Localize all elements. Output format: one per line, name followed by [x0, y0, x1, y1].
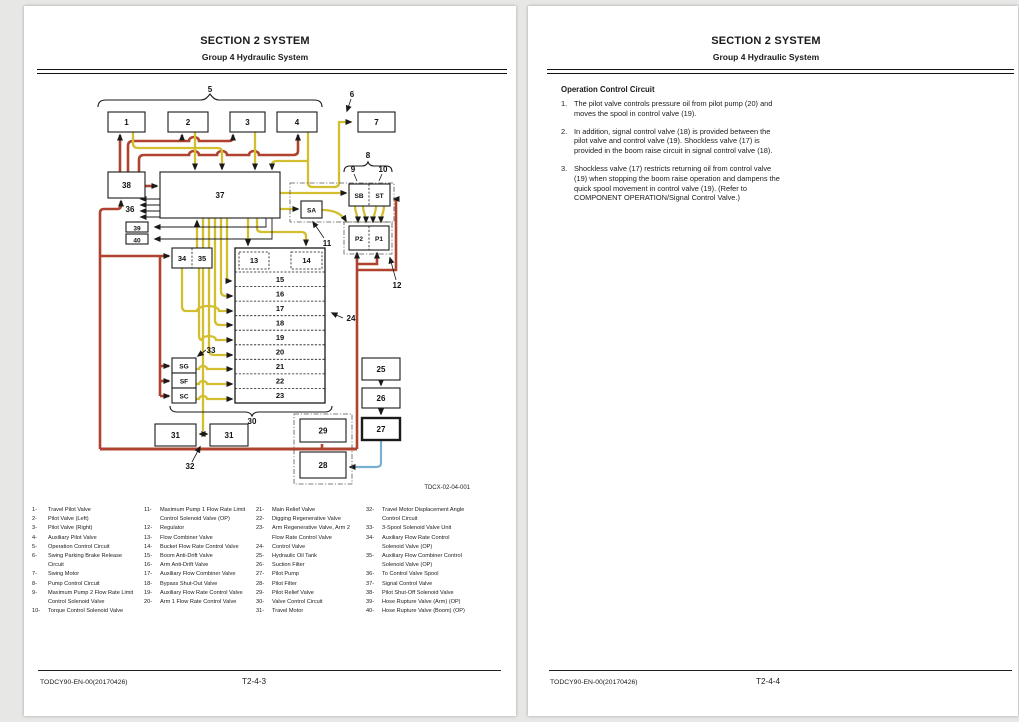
legend-item-text: Pilot Pump: [272, 571, 300, 578]
legend-item: [144, 580, 252, 589]
legend-item-text: Signal Control Valve: [382, 580, 433, 587]
callout-32: 32: [185, 462, 195, 471]
brace-5: [98, 94, 322, 107]
label-19: 19: [275, 333, 285, 342]
label-2: 2: [185, 118, 191, 127]
legend-item-number: 34-: [366, 534, 375, 541]
label-4: 4: [294, 118, 300, 127]
legend-item: [366, 534, 468, 552]
legend-column-1: [32, 506, 134, 616]
legend-item-text: Travel Motor Displacement Angle Control Circuit: [382, 507, 465, 523]
legend-item-text: Digging Regenerative Valve: [272, 516, 341, 523]
label-31b: 31: [224, 431, 234, 440]
legend-item-number: 5-: [32, 543, 37, 550]
legend-item-number: 10-: [32, 608, 41, 615]
legend-item-number: 26-: [256, 562, 265, 569]
legend-item: [144, 543, 252, 552]
content-item-number: 3.: [561, 163, 568, 173]
legend-item-number: 11-: [144, 507, 152, 513]
legend-item-text: Travel Pilot Valve: [48, 507, 91, 513]
label-sg: SG: [179, 363, 189, 371]
legend-item: [256, 570, 362, 579]
content-list: [561, 99, 791, 211]
legend-item: [144, 598, 252, 607]
legend-item: [32, 580, 134, 589]
label-7: 7: [374, 118, 379, 127]
legend-item-number: 32-: [366, 507, 375, 513]
label-3: 3: [245, 118, 250, 127]
legend-item: [32, 524, 134, 533]
legend-item-text: Regulator: [160, 525, 185, 532]
legend-item-text: Auxiliary Pilot Valve: [48, 534, 97, 541]
legend-item-text: Arm 1 Flow Rate Control Valve: [160, 599, 237, 606]
callout-6: 6: [349, 90, 355, 99]
legend-item-number: 37-: [366, 580, 375, 587]
legend-item-text: Operation Control Circuit: [48, 543, 110, 550]
label-35: 35: [197, 254, 207, 263]
legend-item: [256, 506, 362, 515]
legend-item: [32, 570, 134, 579]
legend-item-text: Swing Parking Brake Release Circuit: [48, 553, 122, 569]
legend-item-text: Bypass Shut-Out Valve: [160, 580, 218, 587]
legend-item-number: 1-: [32, 507, 37, 513]
legend-item: [366, 589, 468, 598]
legend-item: [32, 589, 134, 607]
label-18: 18: [275, 318, 285, 328]
content-item-text: In addition, signal control valve (18) is provided between the pilot valve and control valve (19). Shockless valve (17) is provided in the boom raise circuit in signal control valve (18).: [574, 126, 773, 156]
legend-item: [366, 506, 468, 524]
legend-item: [144, 534, 252, 543]
legend-item: [32, 534, 134, 543]
legend-item-number: 2-: [32, 516, 37, 523]
legend-item: [366, 580, 468, 589]
legend-item-text: Hose Rupture Valve (Arm) (OP): [382, 599, 461, 606]
legend-item-text: Maximum Pump 2 Flow Rate Limit Control Solenoid Valve: [48, 589, 134, 606]
legend-item: [32, 515, 134, 524]
legend-item-number: 14-: [144, 543, 153, 550]
label-p2: P2: [355, 236, 363, 243]
page-number: T2-4-4: [755, 677, 781, 686]
content-item: [561, 164, 791, 203]
callout-5: 5: [207, 85, 213, 94]
legend-item-number: 21-: [256, 507, 265, 513]
legend-item: [366, 570, 468, 579]
label-37: 37: [215, 191, 225, 200]
brace-30: [170, 406, 332, 416]
callout-10: 10: [378, 165, 388, 174]
doc-code: TODCY90-EN-00(20170426): [40, 679, 128, 686]
legend-item-text: Pump Control Circuit: [48, 580, 100, 587]
legend-item-text: Auxiliary Flow Combiner Valve: [160, 571, 236, 578]
legend-item-number: 4-: [32, 534, 37, 541]
legend-item-text: Valve Control Circuit: [272, 599, 323, 606]
legend-item-number: 33-: [366, 525, 375, 532]
legend-item: [256, 598, 362, 607]
legend-item-number: 20-: [144, 599, 153, 606]
legend-item-text: Control Valve: [272, 543, 306, 550]
label-28: 28: [318, 461, 328, 470]
legend-item-text: Auxiliary Flow Rate Control Valve: [160, 589, 243, 596]
label-sa: SA: [306, 207, 317, 215]
legend-item-number: 29-: [256, 589, 265, 596]
label-17: 17: [275, 304, 285, 313]
label-1: 1: [124, 118, 129, 127]
content-item-number: 1.: [561, 99, 568, 108]
footer-rule: [549, 670, 1012, 671]
legend-item-number: 27-: [256, 571, 265, 578]
legend-item-number: 22-: [256, 516, 265, 523]
figure-code: TDCX-02-04-001: [424, 485, 470, 491]
group-title: Group 4 Hydraulic System: [712, 52, 820, 62]
label-14: 14: [302, 256, 311, 265]
callout-12: 12: [392, 281, 402, 290]
legend-item-number: 13-: [144, 534, 153, 541]
label-sf: SF: [179, 378, 189, 386]
section-title: SECTION 2 SYSTEM: [200, 35, 310, 47]
legend-item-number: 36-: [366, 571, 375, 578]
legend-item: [256, 552, 362, 561]
legend-item-text: Travel Motor: [272, 608, 304, 615]
legend-item: [32, 543, 134, 552]
legend-item-text: Main Relief Valve: [272, 507, 316, 513]
legend-item-number: 25-: [256, 553, 265, 560]
legend-item: [366, 598, 468, 607]
legend-item: [256, 607, 362, 616]
label-21: 21: [275, 362, 285, 371]
right-page: [528, 6, 1018, 716]
content-item: [561, 127, 791, 156]
label-29: 29: [318, 426, 328, 436]
legend-item-text: Pilot Shut-Off Solenoid Valve: [382, 589, 454, 596]
label-sc: SC: [179, 393, 189, 401]
legend-item-number: 12-: [144, 525, 153, 532]
content-item-text: The pilot valve controls pressure oil from pilot pump (20) and moves the spool in control valve (19).: [574, 99, 773, 118]
doc-code: TODCY90-EN-00(20170426): [550, 679, 638, 686]
label-15: 15: [275, 275, 285, 284]
label-25: 25: [376, 365, 386, 374]
legend-item: [144, 570, 252, 579]
label-38: 38: [122, 181, 131, 190]
content-item: [561, 99, 791, 119]
header-rule: [547, 69, 1014, 74]
legend-item: [256, 524, 362, 542]
legend-item-number: 8-: [32, 580, 37, 587]
legend-column-2: [144, 506, 252, 607]
legend-item-number: 19-: [144, 589, 153, 596]
legend-item-text: Arm Anti-Drift Valve: [160, 562, 209, 569]
legend-item-text: Pilot Valve (Right): [48, 525, 93, 532]
legend-item: [144, 524, 252, 533]
legend-item-number: 16-: [144, 562, 153, 569]
legend-item-number: 3-: [32, 525, 37, 532]
legend-item-text: Auxiliary Flow Rate Control Solenoid Valve (OP): [382, 534, 450, 550]
legend-item: [366, 524, 468, 533]
label-39: 39: [133, 225, 141, 233]
legend-item: [144, 561, 252, 570]
legend-item: [256, 589, 362, 598]
legend-item-text: Maximum Pump 1 Flow Rate Limit Control Solenoid Valve (OP): [160, 507, 246, 523]
label-34: 34: [177, 254, 187, 263]
label-40: 40: [133, 237, 141, 245]
legend-item-text: Flow Combiner Valve: [160, 534, 213, 541]
legend-item: [32, 607, 134, 616]
legend-item-number: 23-: [256, 525, 265, 532]
legend-item-text: Hose Rupture Valve (Boom) (OP): [382, 608, 465, 615]
legend-item-number: 17-: [144, 571, 153, 578]
label-31a: 31: [171, 431, 180, 440]
legend-item-number: 39-: [366, 599, 375, 606]
legend-item-number: 40-: [366, 608, 375, 615]
legend-item: [256, 580, 362, 589]
legend-item-text: Bucket Flow Rate Control Valve: [160, 543, 239, 550]
legend-item-text: Torque Control Solenoid Valve: [48, 608, 124, 615]
legend-item: [256, 561, 362, 570]
legend-item-text: Auxiliary Flow Combiner Control Solenoid Valve (OP): [382, 553, 462, 569]
legend-item-number: 31-: [256, 608, 265, 615]
legend-item-text: Hydraulic Oil Tank: [272, 553, 317, 560]
legend-item-number: 24-: [256, 543, 265, 550]
callout-30: 30: [247, 417, 257, 426]
label-st: ST: [375, 193, 384, 200]
label-16: 16: [275, 289, 285, 299]
callout-9: 9: [350, 165, 356, 174]
label-27: 27: [376, 425, 386, 434]
legend-item-text: To Control Valve Spool: [382, 571, 439, 578]
legend-item-number: 35-: [366, 553, 375, 560]
legend-column-3: [256, 506, 362, 616]
callout-33: 33: [206, 346, 216, 355]
legend-item-text: 3-Spool Solenoid Valve Unit: [382, 525, 452, 532]
legend-item: [256, 515, 362, 524]
legend-item: [144, 589, 252, 598]
legend-item-number: 28-: [256, 580, 265, 587]
legend-item-number: 18-: [144, 580, 153, 587]
label-20: 20: [275, 347, 285, 357]
label-13: 13: [249, 256, 259, 265]
legend-item-text: Pilot Filter: [272, 580, 297, 587]
left-page: [24, 6, 516, 716]
legend-item-number: 7-: [32, 571, 37, 578]
legend-item-text: Pilot Valve (Left): [48, 516, 89, 523]
label-26: 26: [376, 394, 386, 403]
legend-item: [32, 552, 134, 570]
callout-8: 8: [365, 151, 371, 160]
label-22: 22: [275, 376, 285, 386]
legend-item-text: Boom Anti-Drift Valve: [160, 553, 213, 560]
callout-11: 11: [322, 239, 332, 248]
legend-item-number: 38-: [366, 589, 375, 596]
legend-item-text: Pilot Relief Valve: [272, 589, 314, 596]
legend-item: [144, 506, 252, 524]
legend-item-text: Arm Regenerative Valve, Arm 2 Flow Rate Control Valve: [272, 525, 350, 541]
footer-rule: [38, 670, 501, 671]
page-number: T2-4-3: [241, 677, 267, 686]
legend-item-number: 9-: [32, 589, 37, 596]
callout-24: 24: [346, 314, 356, 323]
legend-item-text: Suction Filter: [272, 562, 305, 569]
content-heading: Operation Control Circuit: [561, 85, 655, 94]
label-sb: SB: [354, 193, 364, 200]
legend-item: [366, 552, 468, 570]
label-23: 23: [275, 391, 285, 400]
content-item-text: Shockless valve (17) restricts returning oil from control valve (19) when stopping the boom raise operation and dampens the quick spool movement in control valve (19). (Refer to COMPONENT OPERATION/Signal Control Valve.): [574, 163, 780, 203]
callout-36: 36: [125, 205, 135, 214]
legend-item: [256, 543, 362, 552]
legend-item-number: 6-: [32, 553, 37, 560]
group-title: Group 4 Hydraulic System: [201, 52, 309, 62]
legend-item-number: 30-: [256, 599, 265, 606]
legend-item: [144, 552, 252, 561]
legend-item-number: 15-: [144, 553, 153, 560]
legend-item: [32, 506, 134, 515]
legend-item: [366, 607, 468, 616]
section-title: SECTION 2 SYSTEM: [711, 35, 821, 47]
content-item-number: 2.: [561, 126, 568, 136]
label-p1: P1: [375, 236, 383, 243]
legend-item-text: Swing Motor: [48, 571, 80, 578]
legend-column-4: [366, 506, 468, 616]
